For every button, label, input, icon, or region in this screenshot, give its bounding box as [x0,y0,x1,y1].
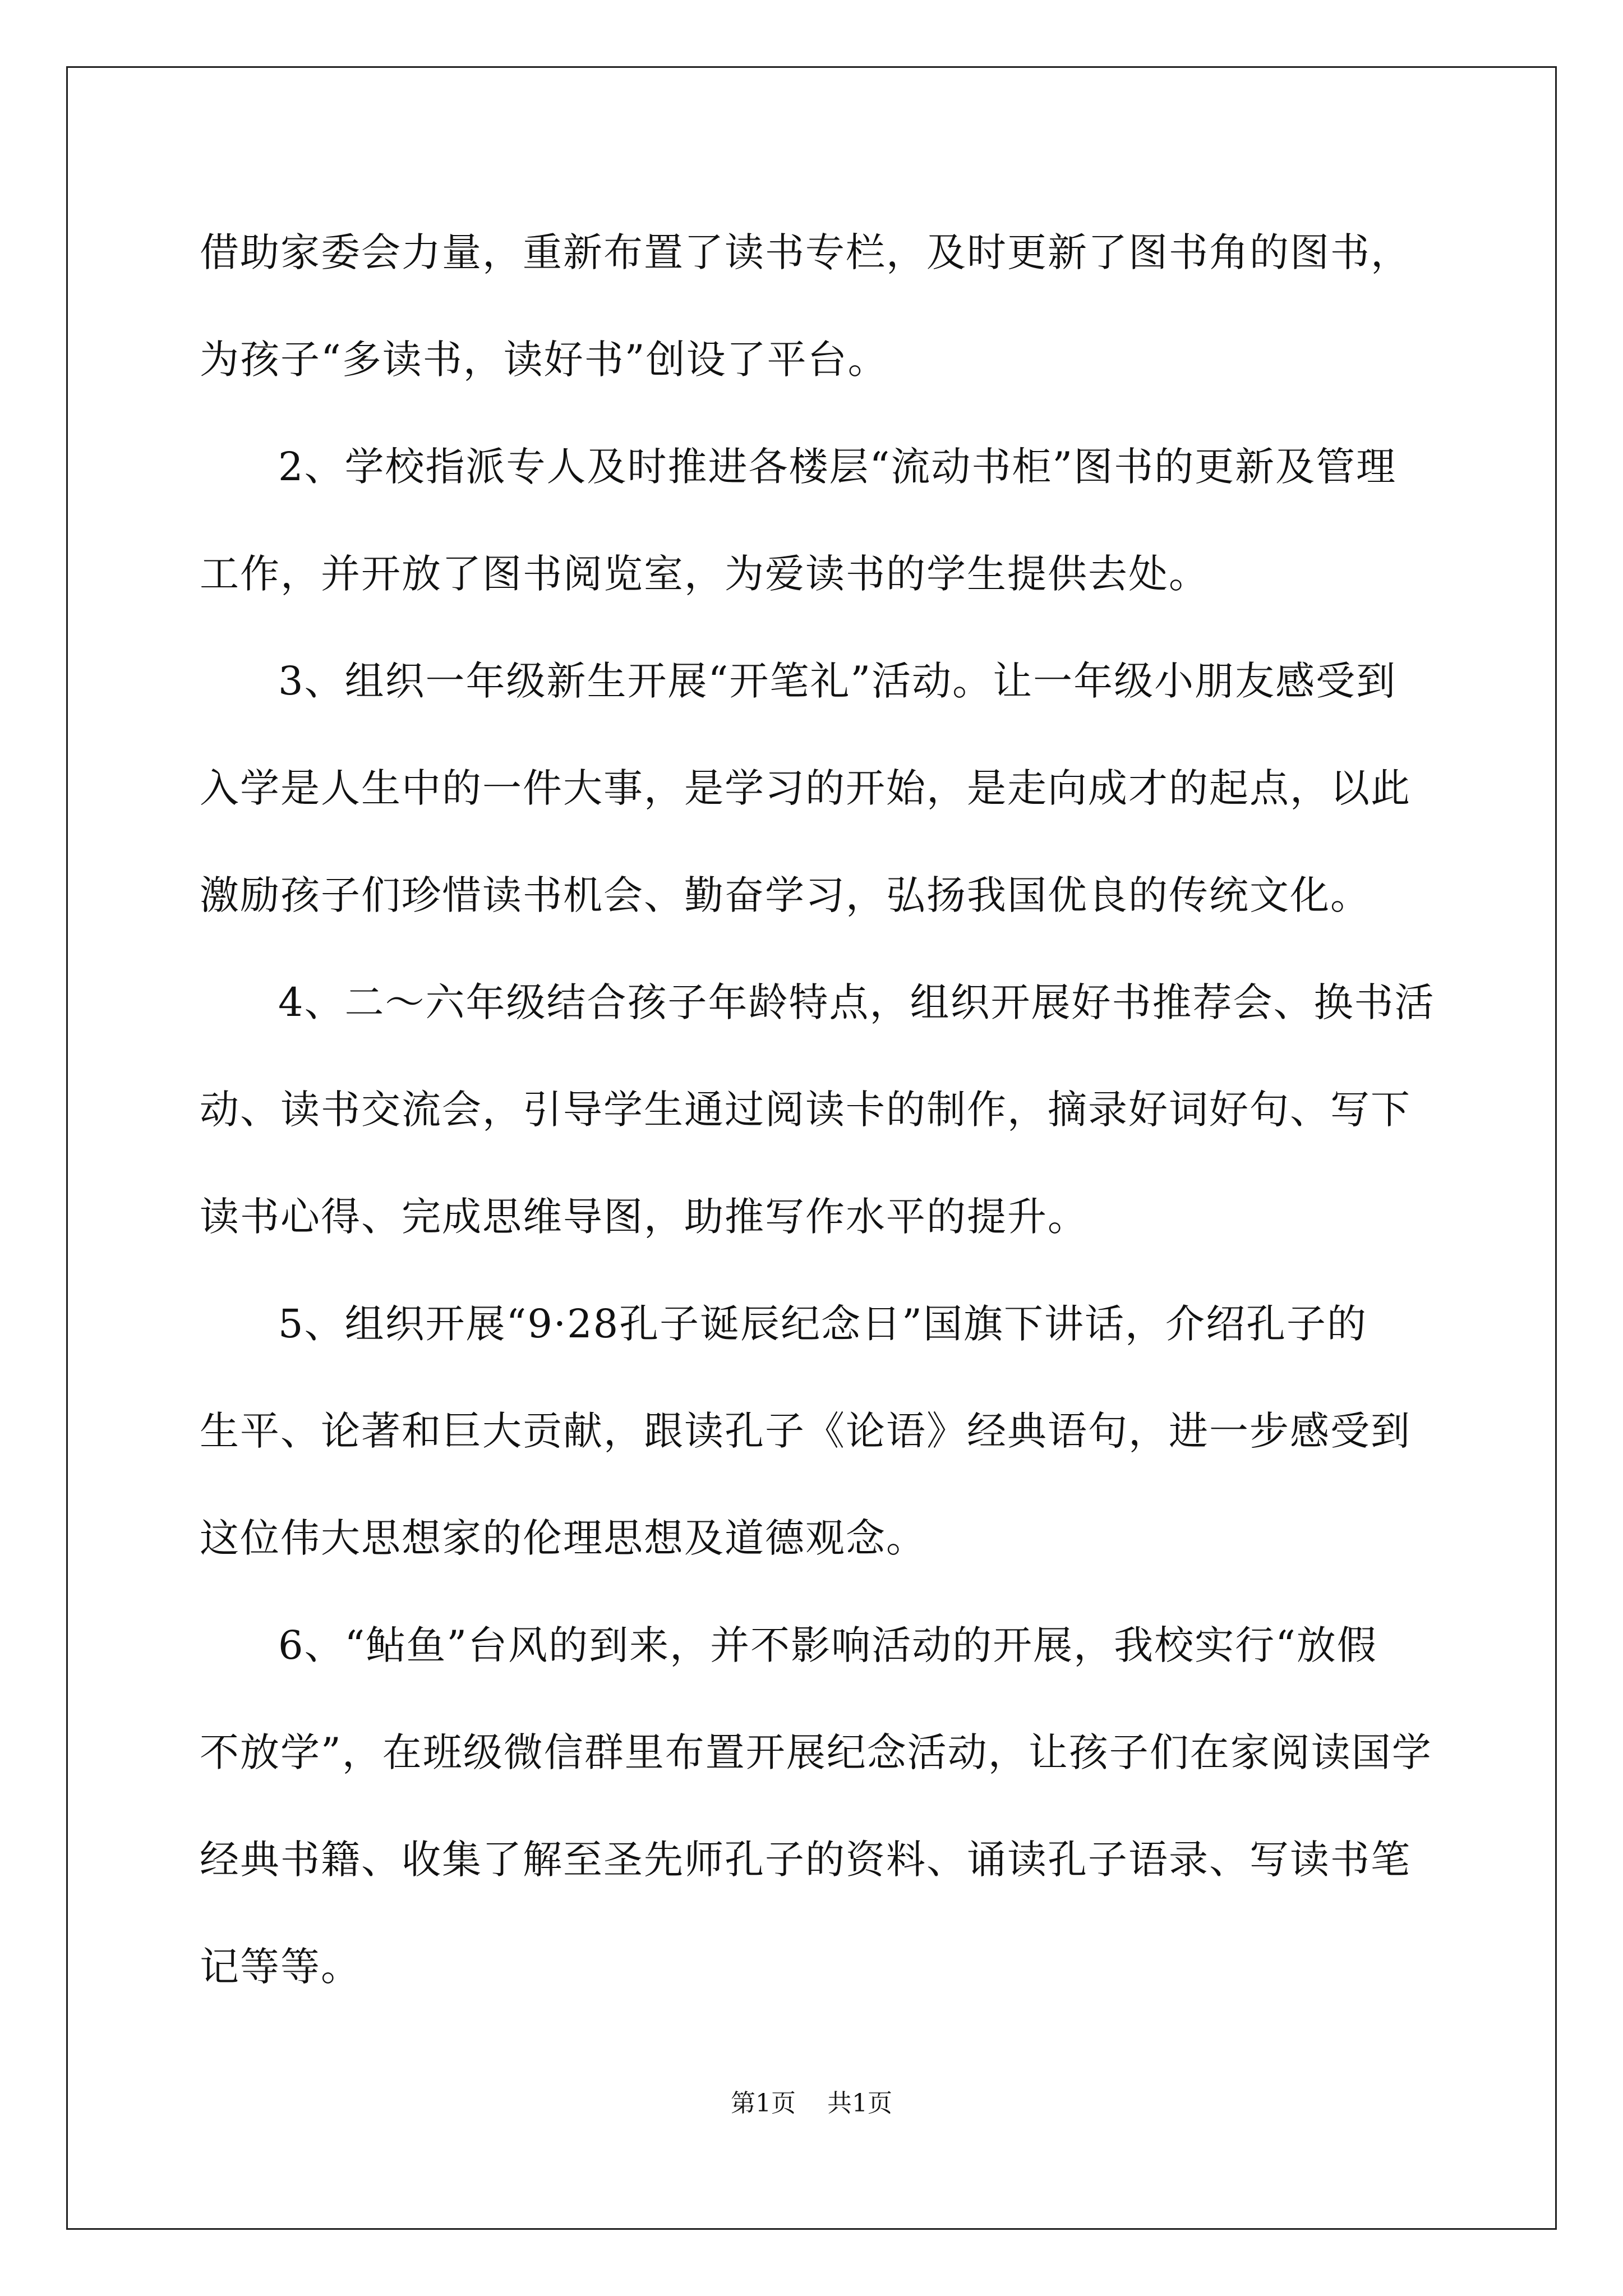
text-line: 激励孩子们珍惜读书机会、勤奋学习，弘扬我国优良的传统文化。 [200,872,1371,918]
text-line: 不放学”，在班级微信群里布置开展纪念活动，让孩子们在家阅读国学 [200,1729,1432,1775]
page-number: 第1页 [731,2089,796,2118]
text-line: 记等等。 [200,1944,361,1990]
text-line: 这位伟大思想家的伦理思想及道德观念。 [200,1515,926,1561]
paragraph-6-start: 6、“鲇鱼”台风的到来，并不影响活动的开展，我校实行“放假 [278,1622,1377,1668]
page-footer [0,2087,1623,2120]
page-total: 共1页 [827,2089,892,2118]
text-line: 动、读书交流会，引导学生通过阅读卡的制作，摘录好词好句、写下 [200,1087,1411,1133]
paragraph-5-start: 5、组织开展“9·28孔子诞辰纪念日”国旗下讲话，介绍孔子的 [278,1301,1367,1347]
paragraph-3-start: 3、组织一年级新生开展“开笔礼”活动。让一年级小朋友感受到 [278,658,1397,704]
text-line: 为孩子“多读书，读好书”创设了平台。 [200,337,888,383]
text-line: 读书心得、完成思维导图，助推写作水平的提升。 [200,1194,1088,1240]
page-border [66,66,1557,2230]
text-line: 工作，并开放了图书阅览室，为爱读书的学生提供去处。 [200,551,1209,597]
text-line: 经典书籍、收集了解至圣先师孔子的资料、诵读孔子语录、写读书笔 [200,1837,1411,1883]
paragraph-2-start: 2、学校指派专人及时推进各楼层“流动书柜”图书的更新及管理 [278,444,1397,490]
text-line: 入学是人生中的一件大事，是学习的开始，是走向成才的起点，以此 [200,765,1411,811]
text-line: 生平、论著和巨大贡献，跟读孔子《论语》经典语句，进一步感受到 [200,1408,1411,1454]
text-line: 借助家委会力量，重新布置了读书专栏，及时更新了图书角的图书， [200,229,1411,275]
paragraph-4-start: 4、二～六年级结合孩子年龄特点，组织开展好书推荐会、换书活 [278,979,1435,1025]
